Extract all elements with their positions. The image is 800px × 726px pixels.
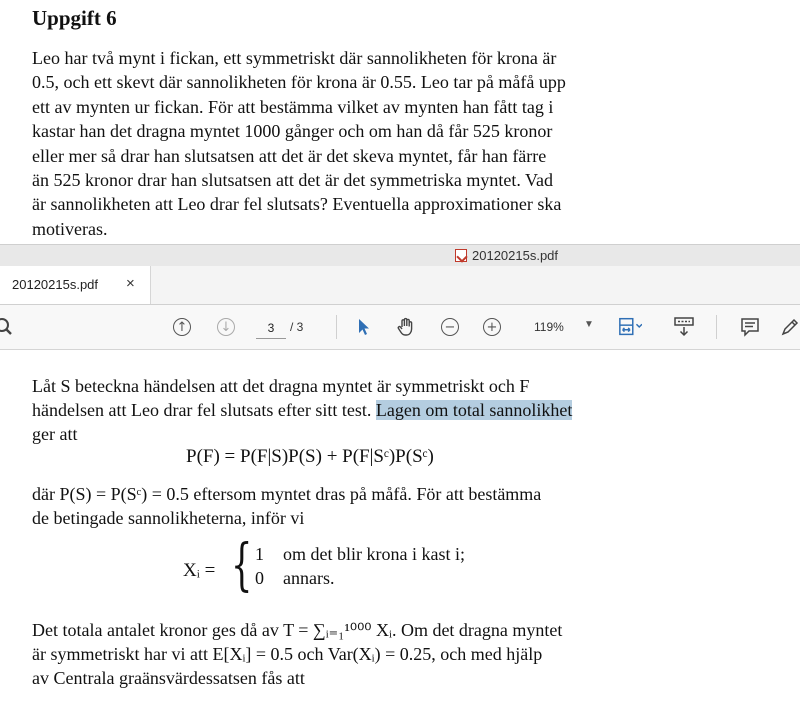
comment-icon[interactable] [738, 315, 762, 339]
tab-label: 20120215s.pdf [12, 277, 99, 292]
task-paragraph [32, 46, 672, 241]
solution-line [32, 400, 572, 421]
zoom-in-icon[interactable]: + [480, 315, 504, 339]
search-icon[interactable] [0, 315, 18, 339]
brace: { [231, 533, 253, 598]
page-down-icon[interactable]: ↓ [214, 315, 238, 339]
equation-total-probability: P(F) = P(F|S)P(S) + P(F|Sᶜ)P(Sᶜ) [186, 446, 434, 467]
fit-page-icon[interactable] [618, 315, 642, 339]
task-title: Uppgift 6 [32, 6, 117, 30]
case-value: 1 [255, 544, 264, 564]
task-line: eller mer så drar han slutsatsen att det är det skeva myntet, får han färre [32, 145, 547, 166]
task-line: än 525 kronor drar han slutsatsen att det är det symmetriska myntet. Vad [32, 170, 554, 191]
pdf-file-icon [455, 249, 467, 262]
case-value: 0 [255, 568, 264, 588]
zoom-out-icon[interactable]: − [438, 315, 462, 339]
close-icon[interactable]: × [126, 275, 135, 292]
select-cursor-icon[interactable] [352, 315, 376, 339]
solution-line: de betingade sannolikheterna, inför vi [32, 508, 305, 528]
tab-bar [0, 266, 800, 305]
zoom-value: 119% [534, 320, 564, 334]
page-up-icon[interactable]: ↑ [170, 315, 194, 339]
toolbar-divider [336, 315, 337, 339]
pdf-toolbar [0, 305, 800, 350]
window-filename: 20120215s.pdf [472, 248, 559, 263]
task-document [0, 0, 800, 244]
indicator-definition [183, 533, 543, 600]
pdf-page-content [0, 350, 800, 726]
highlighted-text[interactable]: Lagen om total sannolikhet [375, 400, 573, 420]
page-total: / 3 [290, 320, 304, 334]
toolbar-divider [716, 315, 717, 339]
case-text: om det blir krona i kast i; [283, 544, 465, 564]
solution-line: av Centrala graänsvärdessatsen fås att [32, 668, 305, 688]
task-line: 0.5, och ett skevt där sannolikheten för krona är 0.55. Leo tar på måfå upp [32, 72, 566, 93]
tab-document[interactable] [0, 266, 151, 304]
page-number-input[interactable] [256, 318, 286, 339]
indicator-lhs: Xᵢ = [183, 560, 216, 581]
case-text: annars. [283, 568, 335, 588]
hand-tool-icon[interactable] [394, 315, 418, 339]
task-line: motiveras. [32, 218, 108, 239]
zoom-select[interactable] [518, 318, 596, 336]
task-line: ett av mynten ur fickan. För att bestämma vilket av mynten han fått tag i [32, 96, 554, 117]
window-title-bar [0, 244, 800, 267]
solution-line: Det totala antalet kronor ges då av T = ∑ᵢ₌₁¹⁰⁰⁰ Xᵢ. Om det dragna myntet [32, 620, 563, 640]
solution-line: Låt S beteckna händelsen att det dragna myntet är symmetriskt och F [32, 376, 530, 396]
solution-line: är symmetriskt har vi att E[Xᵢ] = 0.5 och Var(Xᵢ) = 0.25, och med hjälp [32, 644, 543, 664]
task-line: är sannolikheten att Leo drar fel slutsats? Eventuella approximationer ska [32, 194, 562, 215]
solution-line: ger att [32, 424, 78, 444]
task-line: Leo har två mynt i fickan, ett symmetriskt där sannolikheten för krona är [32, 48, 557, 68]
pen-icon[interactable] [778, 315, 800, 339]
solution-text: händelsen att Leo drar fel slutsats efter sitt test. [32, 400, 376, 420]
chevron-down-icon: ▼ [584, 319, 594, 330]
scroll-mode-icon[interactable] [672, 315, 696, 339]
solution-line: där P(S) = P(Sᶜ) = 0.5 eftersom myntet dras på måfå. För att bestämma [32, 484, 542, 504]
task-line: kastar han det dragna myntet 1000 gånger och om han då får 525 kronor [32, 121, 553, 142]
